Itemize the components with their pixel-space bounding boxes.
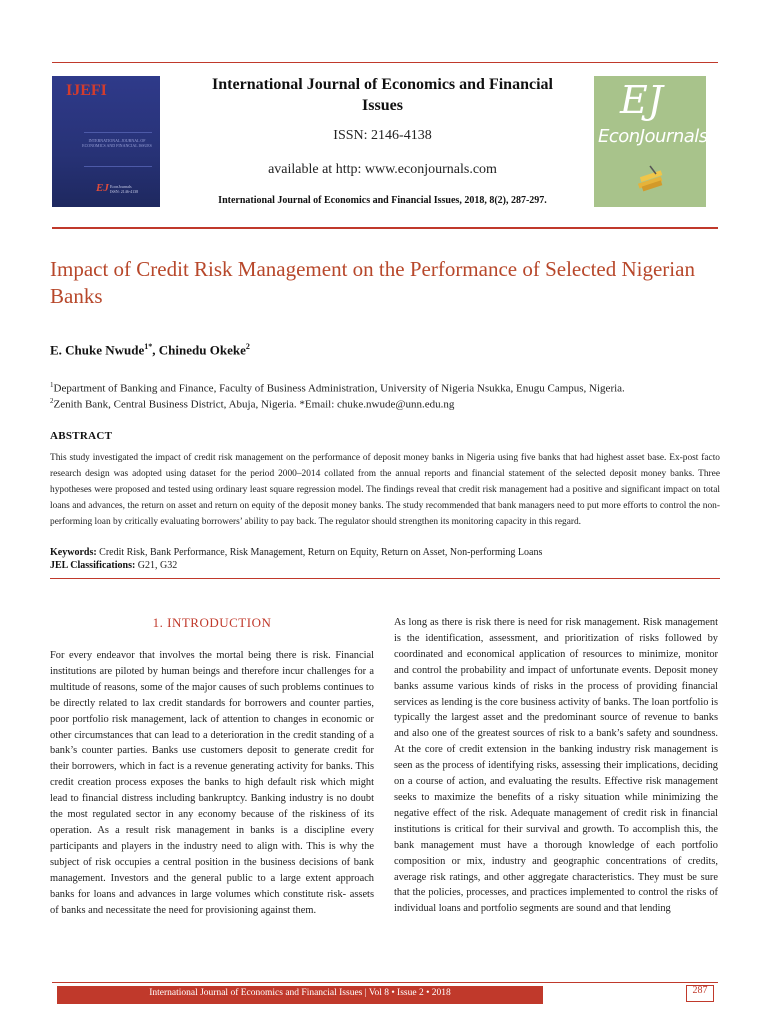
cover-text: INTERNATIONAL JOURNAL OF ECONOMICS AND FINANCIAL ISSUES	[82, 138, 152, 148]
citation: International Journal of Economics and Financial Issues, 2018, 8(2), 287-297.	[218, 195, 547, 206]
econjournals-logo	[594, 76, 706, 207]
body-left-column: For every endeavor that involves the mortal being there is risk. Financial institutions are piloted by human beings and therefore incur challenges for a multitude of reasons, some of the major causes of such problems continues to be directly related to lax credit standards for borrowers and counter parties, poor portfolio risk management, lack of attention to changes in economic or other circumstances that can lead to a deterioration in the credit standing of a bank’s counter parties. Banks use customers deposit to generate credit for their borrowers, which in fact is a revenue generating activity for banks. This credit creation process exposes the banks to high default risk which might lead to financial distress including bankruptcy. Banking industry is no doubt the most regulated sector in any economy because of the riskiness of its operation. As a result risk management in banks is a discipline every participants and players in the industry need to align with. This is why the subject of risk occupies a central position in the business decisions of bank management. Investors and the general public to a large extent approach banks for loans and advances in large volumes which constitute risk- assets of banks and necessitate the need for provisioning against them.	[50, 650, 374, 916]
journal-cover-image	[52, 76, 160, 207]
header-rule	[52, 227, 718, 229]
cover-divider	[84, 132, 152, 133]
cover-title: IJEFI	[66, 82, 107, 99]
article-title: Impact of Credit Risk Management on the Performance of Selected Nigerian Banks	[50, 257, 695, 308]
issn: ISSN: 2146-4138	[333, 128, 432, 143]
body-right-column: As long as there is risk there is need for risk management. Risk management is the identification, assessment, and prioritization of risks followed by coordinated and economical application of resources to minimize, monitor and control the probability and impact of unfortunate events. Deposit money banks assume various kinds of risks in the process of providing financial services as lending is the core business activity of banks. The loan portfolio is typically the largest asset and the predominant source of revenue to banks and also one of the greatest sources of risk to a bank’s safety and soundness. At the core of credit extension in the banking industry risk management is seen as the process of identifying risks, assessing their implications, deciding on a course of action, and evaluating the results. Effective risk management seeks to maximize the benefits of a risky situation while minimizing the negative effect of the risk. Adequate management of credit risk in financial institutions is critical for their survival and growth. To accomplish this, the bank management must have a thorough knowledge of each portfolio composition or mix, industry and geographic concentrations of credits, average risk ratings, and other aggregate characteristics. They must be sure that the policies, processes, and practices implemented to control the risks of individual loans and portfolio segments are sound and that lending	[394, 617, 718, 915]
footer-rule	[52, 982, 718, 983]
authors	[50, 342, 250, 358]
author-separator: ,	[152, 342, 159, 358]
cover-divider-2	[84, 166, 152, 167]
ej-mark: EJ	[620, 78, 663, 122]
jel-classifications: JEL Classifications: G21, G32	[50, 560, 178, 571]
journal-url[interactable]: available at http: www.econjournals.com	[268, 162, 497, 177]
affiliation-2: $^2$Zenith Bank, Central Business District, Abuja, Nigeria. *Email: chuke.nwude@unn.edu.ng	[50, 397, 455, 411]
keywords: Keywords: Credit Risk, Bank Performance, Risk Management, Return on Equity, Return on Asset, Non-performing Loans	[50, 547, 543, 558]
abstract-text: This study investigated the impact of credit risk management on the performance of deposit money banks in Nigeria using five banks that had highest asset base. Ex-post facto research design was adopted using dataset for the period 2000–2014 collated from the annual reports and financial statement of the selected deposit money banks. Three hypotheses were proposed and tested using ordinary least square regression model. The findings reveal that credit risk management had a positive and significant impact on total loans and advances, the return on asset and return on equity of the deposit money banks. The study recommended that bank managers need to put more efforts to control the non-performing loan by critically evaluating borrowers’ ability to pay back. The regulator should strengthen its monitoring capacity in this regard.	[50, 453, 720, 527]
author-affiliation-marker: 2	[245, 342, 250, 351]
cover-logo: EJ	[96, 182, 109, 194]
cover-publisher: EconJournals ISSN: 2146-4138	[110, 184, 139, 194]
top-rule	[52, 62, 718, 63]
keywords-block	[50, 546, 720, 572]
journal-title: International Journal of Economics and Financial Issues	[212, 76, 553, 114]
books-icon	[636, 164, 666, 192]
footer-text: International Journal of Economics and Financial Issues | Vol 8 • Issue 2 • 2018	[149, 988, 451, 998]
abstract-rule	[50, 578, 720, 579]
affiliation-1: $^1$Department of Banking and Finance, Faculty of Business Administration, University of Nigeria Nsukka, Enugu Campus, Nigeria.	[50, 381, 625, 395]
author-name: E. Chuke Nwude	[50, 342, 145, 358]
abstract-heading: ABSTRACT	[50, 430, 113, 442]
page-number: 287	[692, 985, 708, 996]
econjournals-wordmark: EconJournals	[598, 126, 708, 147]
author-affiliation-marker: 1*	[144, 342, 153, 351]
author-name: Chinedu Okeke	[158, 342, 246, 358]
section-heading: 1. INTRODUCTION	[152, 615, 272, 630]
